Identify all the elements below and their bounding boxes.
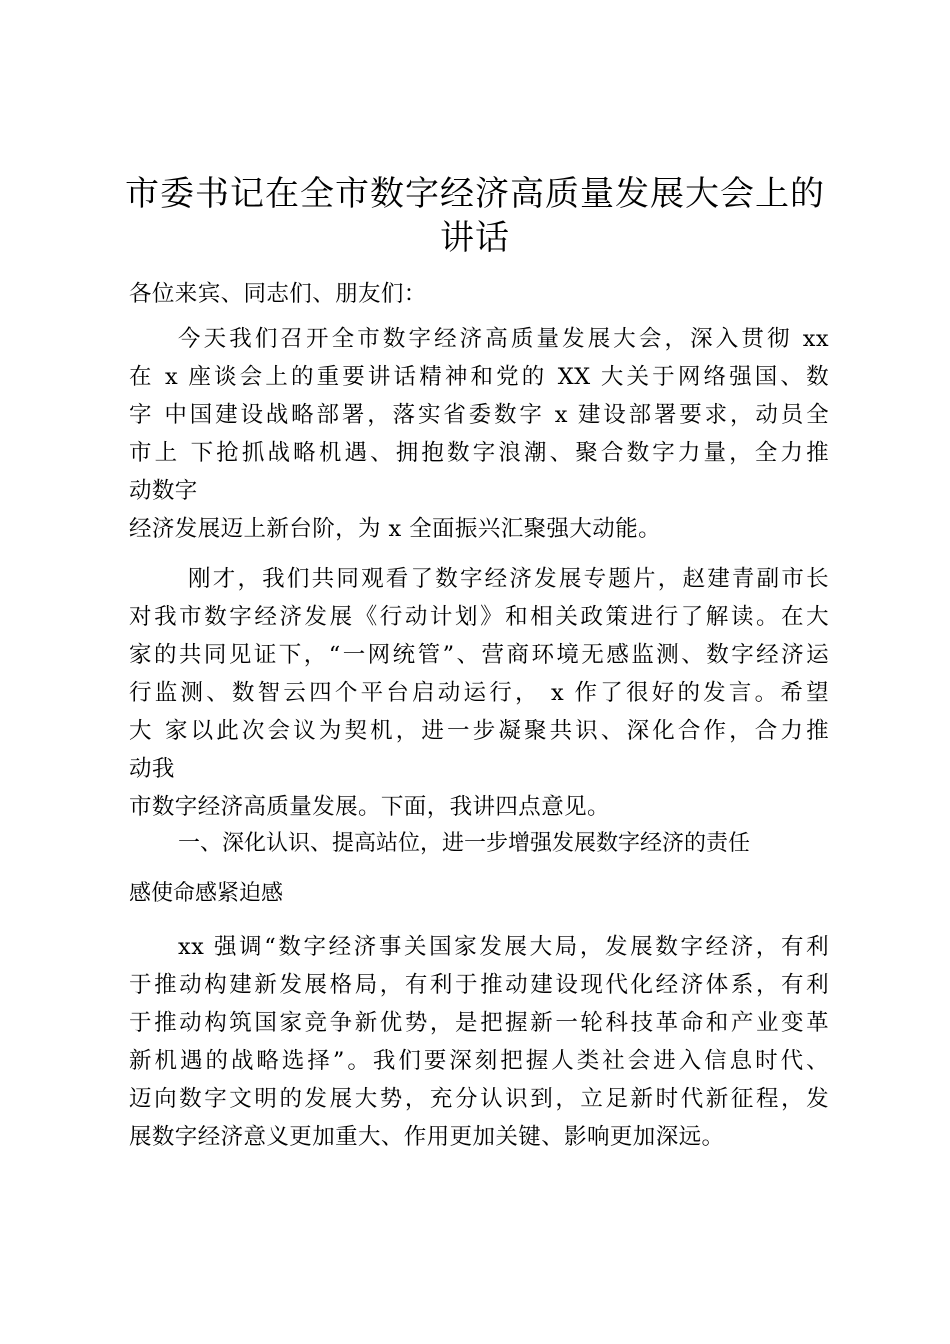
document-title-line-2: 讲话: [440, 218, 510, 258]
paragraph-3-line-4: 新机遇的战略选择”。我们要深刻把握人类社会进入信息时代、: [129, 1048, 829, 1074]
paragraph-1-line-2: 在 x 座谈会上的重要讲话精神和党的 XX 大关于网络强国、数: [129, 364, 829, 390]
paragraph-2-line-7: 市数字经济高质量发展。下面，我讲四点意见。: [129, 794, 610, 820]
paragraph-1-line-3: 字 中国建设战略部署，落实省委数字 x 建设部署要求，动员全: [129, 402, 829, 428]
paragraph-3-line-6: 展数字经济意义更加重大、作用更加关键、影响更加深远。: [129, 1124, 725, 1150]
paragraph-2-line-3: 家的共同见证下，“一网统管”、营商环境无感监测、数字经济运: [129, 642, 829, 668]
paragraph-2-line-2: 对我市数字经济发展《行动计划》和相关政策进行了解读。在大: [129, 604, 829, 630]
paragraph-3-line-5: 迈向数字文明的发展大势，充分认识到，立足新时代新征程，发: [129, 1086, 829, 1112]
paragraph-3-line-3: 于推动构筑国家竞争新优势，是把握新一轮科技革命和产业变革: [129, 1010, 829, 1036]
paragraph-2-line-1: 刚才，我们共同观看了数字经济发展专题片，赵建青副市长: [188, 566, 829, 592]
paragraph-2-line-6: 动我: [129, 756, 175, 782]
paragraph-2-line-5: 大 家以此次会议为契机，进一步凝聚共识、深化合作，合力推: [129, 718, 829, 744]
paragraph-2-line-4: 行监测、数智云四个平台启动运行， x 作了很好的发言。希望: [129, 680, 829, 706]
section-heading-1-line-2: 感使命感紧迫感: [129, 881, 284, 906]
paragraph-1-line-6: 经济发展迈上新台阶，为 x 全面振兴汇聚强大动能。: [129, 516, 661, 542]
salutation: 各位来宾、同志们、朋友们：: [129, 281, 427, 307]
paragraph-1-line-4: 市上 下抢抓战略机遇、拥抱数字浪潮、聚合数字力量，全力推: [129, 440, 829, 466]
document-title-line-1: 市委书记在全市数字经济高质量发展大会上的: [125, 174, 825, 214]
section-heading-1-line-1: 一、深化认识、提高站位，进一步增强发展数字经济的责任: [178, 831, 751, 856]
paragraph-3-line-1: xx 强调“数字经济事关国家发展大局，发展数字经济，有利: [178, 934, 829, 960]
paragraph-3-line-2: 于推动构建新发展格局，有利于推动建设现代化经济体系，有利: [129, 972, 829, 998]
paragraph-1-line-5: 动数字: [129, 478, 198, 504]
paragraph-1-line-1: 今天我们召开全市数字经济高质量发展大会，深入贯彻 xx: [178, 326, 829, 352]
